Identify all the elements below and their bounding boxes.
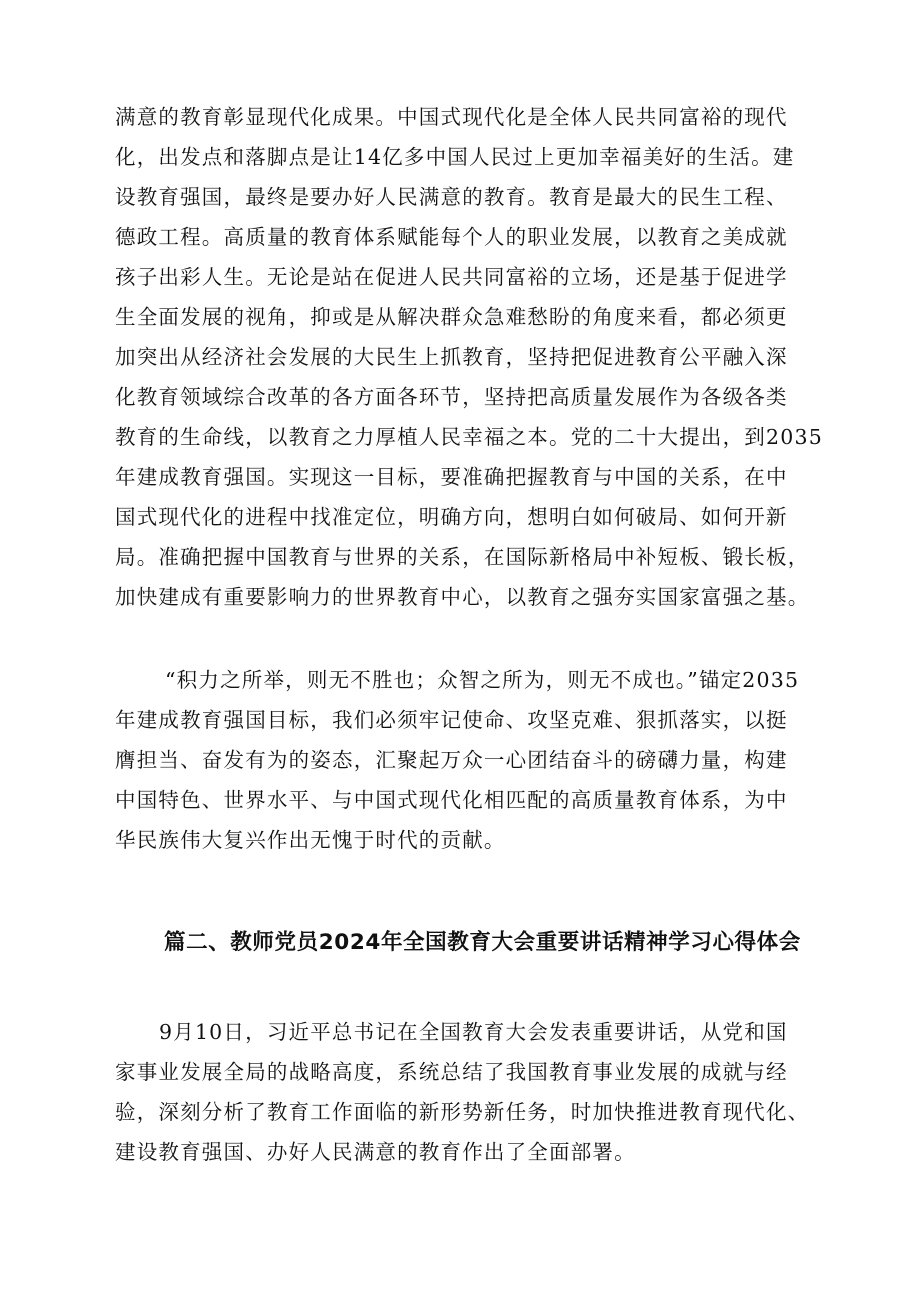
section-heading: 篇二、教师党员2024年全国教育大会重要讲话精神学习心得体会: [164, 930, 801, 955]
paragraph-1-line: 教育的生命线，以教育之力厚植人民幸福之本。党的二十大提出，到2035: [115, 425, 823, 449]
paragraph-2-line: “积力之所举，则无不胜也；众智之所为，则无不成也。”锚定2035: [165, 668, 800, 692]
paragraph-1-line: 化，出发点和落脚点是让14亿多中国人民过上更加幸福美好的生活。建: [115, 145, 795, 169]
paragraph-1-line: 满意的教育彰显现代化成果。中国式现代化是全体人民共同富裕的现代: [115, 105, 788, 129]
paragraph-2-line: 华民族伟大复兴作出无愧于时代的贡献。: [115, 828, 506, 852]
paragraph-3-line: 9月10日，习近平总书记在全国教育大会发表重要讲话，从党和国: [159, 1020, 788, 1044]
paragraph-1-line: 生全面发展的视角，抑或是从解决群众急难愁盼的角度来看，都必须更: [115, 305, 788, 329]
paragraph-2: [115, 660, 823, 860]
paragraph-2-line: 中国特色、世界水平、与中国式现代化相匹配的高质量教育体系，为中: [115, 788, 788, 812]
paragraph-1-line: 德政工程。高质量的教育体系赋能每个人的职业发展，以教育之美成就: [115, 225, 788, 249]
paragraph-3-line: 家事业发展全局的战略高度，系统总结了我国教育事业发展的成就与经: [115, 1060, 788, 1084]
paragraph-2-line: 膺担当、奋发有为的姿态，汇聚起万众一心团结奋斗的磅礴力量，构建: [115, 748, 788, 772]
paragraph-3: [115, 1012, 823, 1172]
paragraph-1-line: 孩子出彩人生。无论是站在促进人民共同富裕的立场，还是基于促进学: [115, 265, 788, 289]
paragraph-1-line: 加快建成有重要影响力的世界教育中心，以教育之强夯实国家富强之基。: [115, 585, 810, 609]
paragraph-2-line: 年建成教育强国目标，我们必须牢记使命、攻坚克难、狠抓落实，以挺: [115, 708, 788, 732]
paragraph-1-line: 国式现代化的进程中找准定位，明确方向，想明白如何破局、如何开新: [115, 505, 788, 529]
paragraph-1: [115, 97, 823, 617]
paragraph-1-line: 年建成教育强国。实现这一目标，要准确把握教育与中国的关系，在中: [115, 465, 788, 489]
paragraph-1-line: 加突出从经济社会发展的大民生上抓教育，坚持把促进教育公平融入深: [115, 345, 788, 369]
paragraph-3-line: 建设教育强国、办好人民满意的教育作出了全面部署。: [115, 1140, 636, 1164]
paragraph-1-line: 局。准确把握中国教育与世界的关系，在国际新格局中补短板、锻长板，: [115, 545, 810, 569]
paragraph-1-line: 设教育强国，最终是要办好人民满意的教育。教育是最大的民生工程、: [115, 185, 788, 209]
paragraph-3-line: 验，深刻分析了教育工作面临的新形势新任务，时加快推进教育现代化、: [115, 1100, 810, 1124]
paragraph-1-line: 化教育领域综合改革的各方面各环节，坚持把高质量发展作为各级各类: [115, 385, 788, 409]
